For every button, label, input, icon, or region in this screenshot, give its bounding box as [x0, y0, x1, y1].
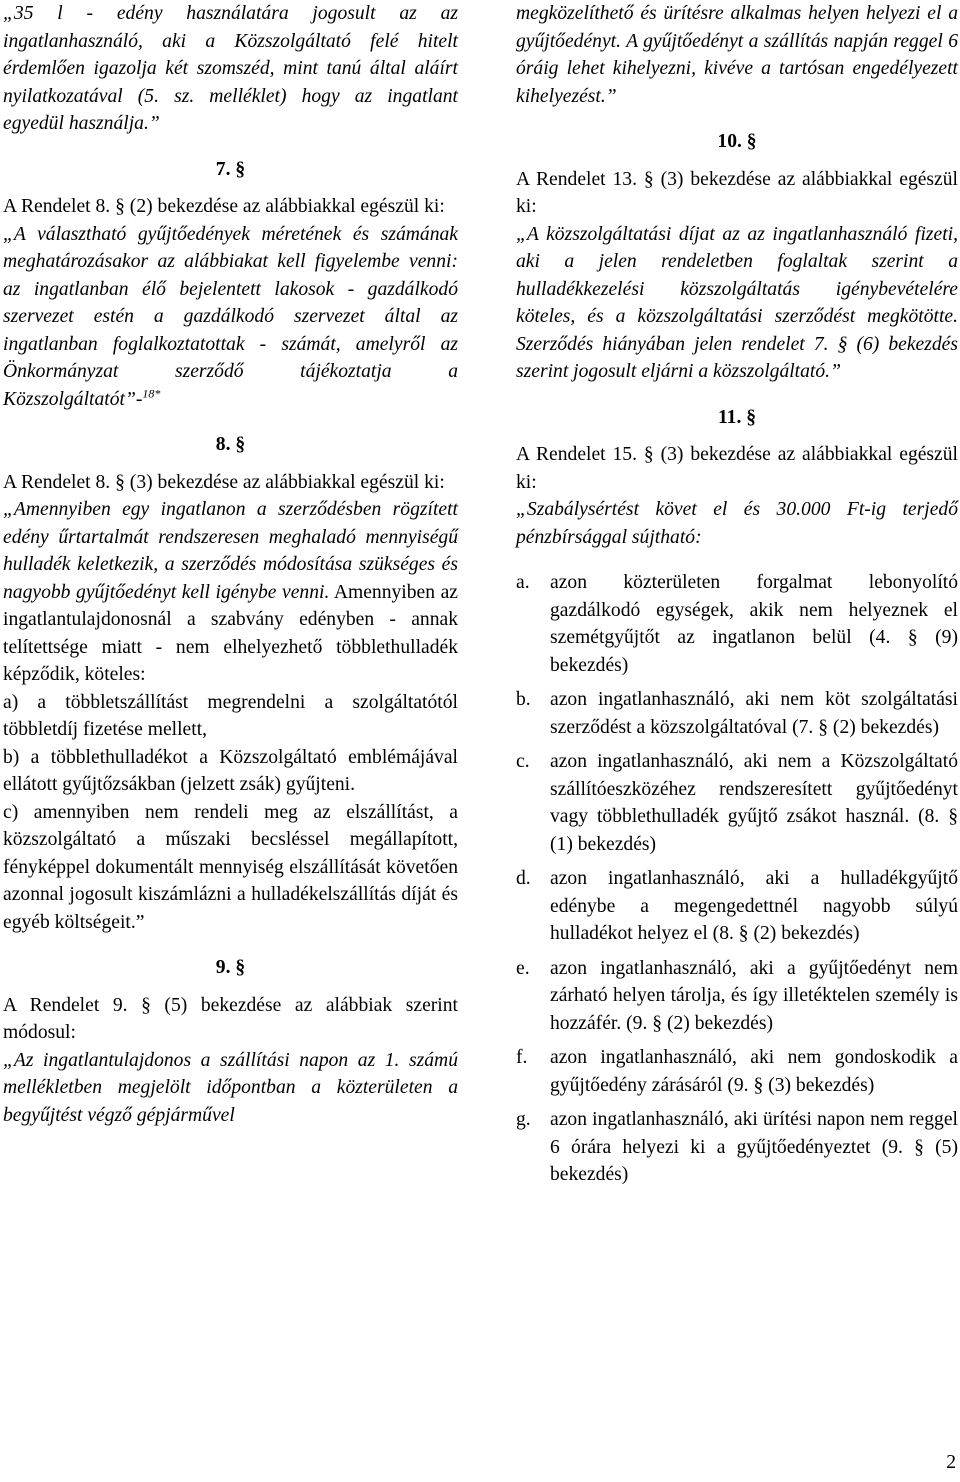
list-item: d. azon ingatlanhasználó, aki a hulladékgyűjtő edénybe a megengedettnél nagyobb súlyú hulladékot helyez el (8. § (2) bekezdés) [516, 868, 958, 944]
footnote-marker: 18* [142, 385, 161, 400]
list-item: g. azon ingatlanhasználó, aki ürítési napon nem reggel 6 órára helyezi ki a gyűjtőedényeztet (9. § (5) bekezdés) [516, 1109, 958, 1185]
list-item: a. azon közterületen forgalmat lebonyolító gazdálkodó egységek, akik nem helyeznek el szemétgyűjtőt az ingatlanon belül (4. § (9) bekezdés) [516, 572, 958, 676]
amendment-point-c: c) amennyiben nem rendeli meg az elszállítást, a közszolgáltató a műszaki becsléssel megállapított, fényképpel dokumentált mennyiség elszállítását követően azonnal jogosult kiszámlázni a hulladékelszállítás díját és egyéb költségeit.” [3, 801, 458, 933]
list-item: c. azon ingatlanhasználó, aki nem a Közszolgáltató szállítóeszközéhez rendszeresített gyűjtőedényt vagy többlethulladék gyűjtő zsákot használ. (8. § (1) bekezdés) [516, 751, 958, 855]
amendment-intro-9-5: A Rendelet 9. § (5) bekezdése az alábbiak szerint módosul: [3, 994, 458, 1043]
amendment-text-9-5-continued: megközelíthető és ürítésre alkalmas helyen helyezi el a gyűjtőedényt. A gyűjtőedényt a szállítás napján reggel 6 óráig lehet kihelyezni, kivéve a tartósan engedélyezett kihelyezést.” [516, 3, 958, 107]
amendment-intro-15-3: A Rendelet 15. § (3) bekezdése az alábbiakkal egészül ki: [516, 444, 958, 493]
amendment-intro-13-3: A Rendelet 13. § (3) bekezdése az alábbiakkal egészül ki: [516, 168, 958, 217]
offence-list [516, 569, 958, 1189]
amendment-point-a: a) a többletszállítást megrendelni a szolgáltatótól többletdíj fizetése mellett, [3, 691, 458, 740]
amendment-intro-8-3: A Rendelet 8. § (3) bekezdése az alábbiakkal egészül ki: [3, 471, 445, 493]
section-heading-10: 10. § [717, 131, 757, 152]
left-column [3, 0, 458, 1129]
amendment-point-b: b) a többlethulladékot a Közszolgáltató emblémájával ellátott gyűjtőzsákban (jelzett zsák) gyűjteni. [3, 746, 458, 795]
list-item: e. azon ingatlanhasználó, aki a gyűjtőedényt nem zárható helyen tárolja, és így illetéktelen személy is hozzáfér. (9. § (2) bekezdés) [516, 957, 958, 1034]
section-heading-8: 8. § [215, 434, 246, 455]
amendment-text-13-3: „A közszolgáltatási díjat az az ingatlanhasználó fizeti, aki a jelen rendeletben foglaltak szerint a hulladékkezelési közszolgáltatás igénybevételére köteles, és a közszolgáltatási szerződést megkötötte. Szerződés hiányában jelen rendelet 7. § (6) bekezdés szerint jogosult eljárni a közszolgáltató.” [516, 223, 958, 382]
section-heading-7: 7. § [215, 158, 246, 180]
section-heading-11: 11. § [717, 406, 757, 428]
amendment-text-15-3: „Szabálysértést követ el és 30.000 Ft-ig terjedő pénzbírsággal sújtható: [516, 499, 958, 548]
list-item: f. azon ingatlanhasználó, aki nem gondoskodik a gyűjtőedény zárásáról (9. § (3) bekezdés) [516, 1047, 958, 1096]
list-item: b. azon ingatlanhasználó, aki nem köt szolgáltatási szerződést a közszolgáltatóval (7. § (2) bekezdés) [516, 689, 958, 738]
section-heading-9: 9. § [215, 957, 246, 978]
amendment-text-8-3: „Amennyiben egy ingatlanon a szerződésben rögzített edény űrtartalmát rendszeresen meghaladó mennyiségű hulladék keletkezik, a szerződés módosítása szükséges és nagyobb gyűjtőedényt kell igénybe venni. Amennyiben az ingatlantulajdonosnál a szabvány edényben - annak telítettsége miatt - nem elhelyezhető többlethulladék képződik, köteles: [3, 499, 458, 685]
amendment-text-9-5: „Az ingatlantulajdonos a szállítási napon az 1. számú mellékletben megjelölt időpontban a közterületen a begyűjtést végző gépjárművel [3, 1049, 458, 1126]
page-number: 2 [946, 1452, 956, 1473]
amendment-intro-8-2: A Rendelet 8. § (2) bekezdése az alábbiakkal egészül ki: [3, 196, 445, 217]
amendment-text-8-2: „A választható gyűjtőedények méretének és számának meghatározásakor az alábbiakat kell figyelembe venni: az ingatlanban élő bejelentett lakosok - gazdálkodó szervezet estén a gazdálkodó szervezet által az ingatlanban foglalkoztatottak - számát, amelyről az Önkormányzat szerződő tájékoztatja a Közszolgáltatót”-$^{18*}$ [3, 223, 458, 410]
right-column [516, 0, 958, 1196]
paragraph-35l-bin: „35 l - edény használatára jogosult az az ingatlanhasználó, aki a Közszolgáltató felé hitelt érdemlően igazolja két szomszéd, mint tanú által aláírt nyilatkozatával (5. sz. melléklet) hogy az ingatlant egyedül használja.” [3, 3, 458, 134]
